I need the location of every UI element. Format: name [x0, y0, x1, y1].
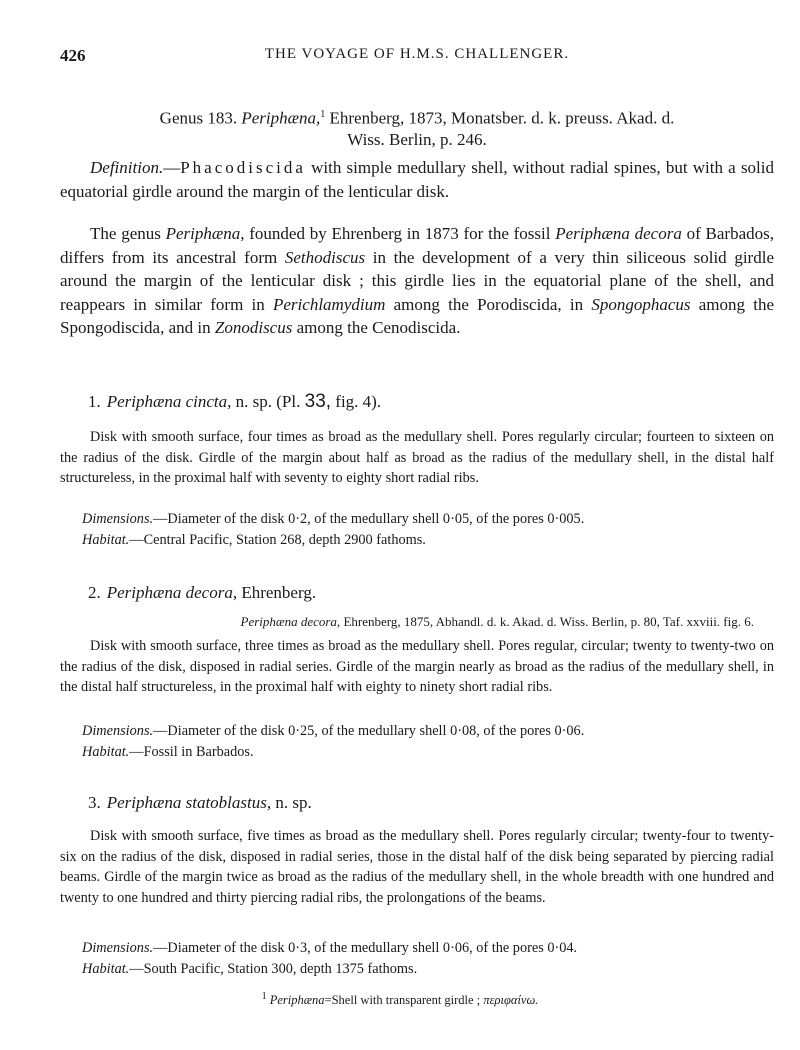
species-heading [88, 583, 316, 603]
intro-text: founded by Ehrenberg in 1873 for the fossil [244, 224, 556, 243]
species-name: Periphæna cincta, [106, 392, 232, 411]
synonym-line [60, 614, 754, 630]
intro-text: The genus [90, 224, 166, 243]
footnote [0, 991, 800, 1008]
habitat-line [82, 532, 426, 549]
taxon-name: Sethodiscus [284, 247, 366, 267]
intro-text: among the Spongodiscida, and in [60, 294, 774, 337]
footnote-term: Periphæna [269, 993, 325, 1008]
habitat-label: Habitat. [82, 532, 130, 548]
running-title: THE VOYAGE OF H.M.S. CHALLENGER. [264, 46, 570, 62]
species-number: 3. [88, 793, 101, 812]
habitat-label: Habitat. [82, 961, 130, 977]
species-description: Disk with smooth surface, five times as broad as the medullary shell. Pores regularly circular; twenty-four to twenty-six on the radius of the disk, disposed in radial series, those in the distal half of the disk being separated by piercing radial beams. Girdle of the margin twice as broad as the radius of the medullary shell, in the whole breadth with one hundred and twenty to one hundred and thirty piercing radial ribs, the prolongations of the beams. [60, 828, 774, 906]
footnote-marker: 1 [320, 109, 326, 120]
species-number: 1. [88, 392, 101, 411]
dimensions-line [82, 723, 584, 740]
dimensions-text: —Diameter of the disk 0·25, of the medullary shell 0·08, of the pores 0·06. [153, 723, 585, 739]
footnote-text: =Shell with transparent girdle ; [324, 993, 484, 1008]
dimensions-label: Dimensions. [82, 511, 154, 527]
definition-text: with simple medullary shell, without radial spines, but with a solid equatorial girdle around the margin of the lenticular disk. [60, 158, 774, 201]
species-heading [88, 391, 381, 413]
habitat-text: —Fossil in Barbados. [129, 744, 254, 760]
footnote-greek: περιφαίνω. [483, 993, 539, 1008]
species-heading [88, 793, 312, 813]
definition-paragraph [60, 156, 774, 203]
synonym-name: Periphæna decora, [240, 614, 341, 629]
definition-dash: — [163, 158, 181, 177]
dimensions-line [82, 511, 584, 528]
definition-label: Definition. [90, 158, 164, 177]
page-header [60, 46, 774, 70]
intro-text: among the Porodiscida, in [385, 294, 592, 314]
taxon-name: Zonodiscus [214, 318, 293, 337]
intro-paragraph [60, 222, 774, 340]
dimensions-label: Dimensions. [82, 940, 154, 956]
intro-text: of Barbados, differs from its ancestral form [60, 224, 774, 267]
habitat-line [82, 744, 254, 761]
habitat-line [82, 961, 417, 978]
genus-heading [60, 104, 774, 150]
intro-text: among the Cenodiscida. [292, 318, 461, 337]
figure-reference: fig. 4). [331, 392, 382, 411]
intro-text: in the development of a very thin siliceous solid girdle around the margin of the lenticular disk ; this girdle lies in the equatorial plane of the shell, and reappears in similar form in [60, 247, 774, 314]
footnote-number: 1 [261, 991, 267, 1002]
synonym-citation: Ehrenberg, 1875, Abhandl. d. k. Akad. d. Wiss. Berlin, p. 80, Taf. xxviii. fig. 6. [340, 614, 754, 629]
genus-citation-line1: Ehrenberg, 1873, Monatsber. d. k. preuss. Akad. d. [329, 108, 675, 128]
genus-name: Periphæna, [241, 108, 321, 128]
species-number: 2. [88, 583, 101, 602]
species-authority: n. sp. [271, 793, 312, 812]
dimensions-text: —Diameter of the disk 0·2, of the medullary shell 0·05, of the pores 0·005. [153, 511, 585, 527]
habitat-label: Habitat. [82, 744, 130, 760]
taxon-name: Perichlamydium [273, 294, 386, 314]
taxon-name: Periphæna, [165, 224, 245, 243]
taxon-name: Periphæna decora [555, 224, 682, 243]
genus-prefix: Genus 183. [159, 108, 238, 128]
species-name: Periphæna statoblastus, [106, 793, 272, 812]
habitat-text: —Central Pacific, Station 268, depth 2900 fathoms. [129, 532, 426, 548]
plate-number: 33, [304, 391, 332, 412]
species-authority: n. sp. (Pl. [231, 392, 305, 411]
dimensions-text: —Diameter of the disk 0·3, of the medullary shell 0·06, of the pores 0·04. [153, 940, 578, 956]
page-number: 426 [60, 46, 86, 65]
taxon-name: Spongophacus [591, 294, 691, 314]
species-description: Disk with smooth surface, three times as broad as the medullary shell. Pores regular, circular; twenty to twenty-two on the radius of the disk, disposed in radial series. Girdle of the margin nearly as broad as the radius of the medullary shell, in the distal half structureless, in the proximal half with eighty to ninety short radial ribs. [60, 638, 774, 695]
species-description: Disk with smooth surface, four times as broad as the medullary shell. Pores regularly circular; fourteen to sixteen on the radius of the disk. Girdle of the margin about half as broad as the radius of the medullary shell, in the distal half structureless, in the proximal half with seventy to eighty short radial ribs. [60, 429, 774, 486]
definition-group: Phacodiscida [180, 158, 306, 177]
species-authority: Ehrenberg. [237, 583, 317, 602]
genus-citation-line2: Wiss. Berlin, p. 246. [347, 129, 487, 149]
dimensions-label: Dimensions. [82, 723, 154, 739]
habitat-text: —South Pacific, Station 300, depth 1375 fathoms. [129, 961, 418, 977]
dimensions-line [82, 940, 577, 957]
species-name: Periphæna decora, [106, 583, 238, 602]
